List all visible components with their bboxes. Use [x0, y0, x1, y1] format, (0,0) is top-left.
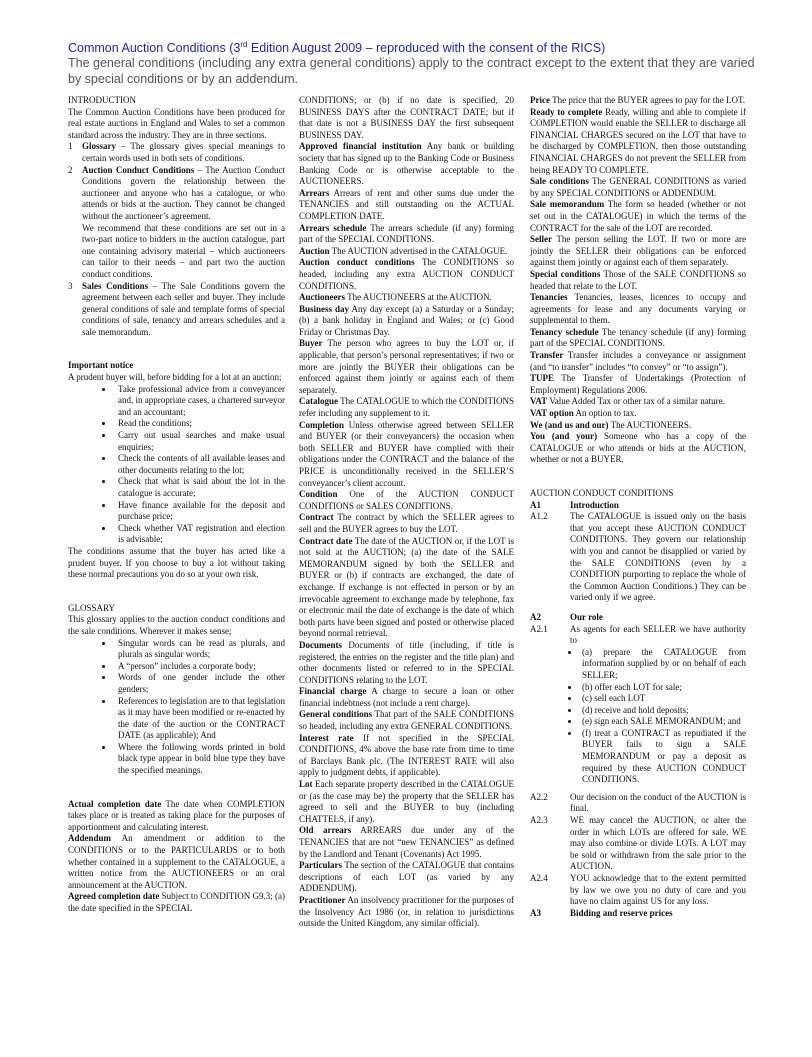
introduction-text: The Common Auction Conditions have been produced for real estate auctions in England and Wales to set a common standard across the industry. They are in three sections.	[68, 106, 285, 140]
list-item: • Check the contents of all available leases and other documents relating to the lot;	[114, 453, 285, 476]
definition: Arrears Arrears of rent and other sums due under the TENANCIES and still outstanding on the ACTUAL COMPLETION DATE.	[299, 187, 514, 221]
definition: Old arrears ARREARS due under any of the TENANCIES that are not “new TENANCIES” as defined by the Landlord and Tenant (Covenants) Act 1995.	[299, 825, 514, 859]
list-item: • (a) prepare the CATALOGUE from information supplied by or on behalf of each SELLER;	[580, 647, 746, 682]
definition: We (and us and our) The AUCTIONEERS.	[530, 419, 692, 430]
important-notice-heading: Important notice	[68, 360, 134, 371]
definition: Documents Documents of title (including, if title is registered, the entries on the register and the title plan) and other documents listed or referred to in the SPECIAL CONDITIONS relating to the LOT.	[299, 639, 514, 685]
definition: VAT Value Added Tax or other tax of a similar nature.	[530, 396, 725, 407]
document-title: Common Auction Conditions (3rd Edition August 2009 – reproduced with the consent of the RICS)	[68, 40, 606, 56]
list-item: • (e) sign each SALE MEMORANDUM; and	[580, 716, 746, 728]
list-item: • (f) treat a CONTRACT as repudiated if the BUYER fails to sign a SALE MEMORANDUM or pay a deposit as required by these AUCTION CONDUCT CONDITIONS.	[580, 728, 746, 786]
list-item: • (b) offer each LOT for sale;	[580, 682, 746, 694]
definition: Financial charge A charge to secure a loan or other financial indebtness (not include a rent charge).	[299, 686, 514, 708]
section-a2-1: A2.1 As agents for each SELLER we have authority to	[530, 623, 746, 646]
list-item: • (d) receive and hold deposits;	[580, 705, 746, 717]
definition: Auction The AUCTION advertised in the CATALOGUE.	[299, 245, 508, 256]
list-item: • (c) sell each LOT	[580, 693, 746, 705]
list-item: • A “person” includes a corporate body;	[114, 661, 285, 673]
section-a2-3: A2.3 WE may cancel the AUCTION, or alter the order in which LOTs are offered for sale. WE may also combine or divide LOTs. A LOT may be sold or withdrawn from the sale prior to the AUCTION.	[530, 815, 746, 872]
definition: Transfer Transfer includes a conveyance or assignment (and “to transfer” includes “to convey” or “to assign”).	[530, 350, 746, 372]
continued-text: CONDITIONS; or (b) if no date is specified, 20 BUSINESS DAYS after the CONTRACT DATE; but if that date is not a BUSINESS DAY the first subsequent BUSINESS DAY.	[299, 95, 514, 140]
section-a1-2: A1.2 The CATALOGUE is issued only on the basis that you accept these AUCTION CONDUCT CONDITIONS. They govern our relationship with you and cannot be disapplied or varied by the SALE CONDITIONS (even by a CONDITION purporting to replace the whole of the Common Auction Conditions.) They can be varied only if we agree.	[530, 511, 746, 603]
section-a3: A3 Bidding and reserve prices	[530, 907, 673, 918]
definition: Interest rate If not specified in the SPECIAL CONDITIONS, 4% above the base rate from time to time of Barclays Bank plc. (The INTEREST RATE will also apply to judgment debts, if applicable).	[299, 732, 515, 778]
list-item: • Carry out usual searches and make usual enquiries;	[114, 430, 285, 453]
definition: Price The price that the BUYER agrees to pay for the LOT.	[530, 95, 746, 105]
list-item: • Singular words can be read as plurals, and plurals as singular words;	[114, 638, 285, 661]
intro-item: 3 Sales Conditions – The Sale Conditions govern the agreement between each seller and buyer. They include general conditions of sale and template forms of special conditions of sale, tenancy and arrears schedules and a sale memorandum.	[68, 280, 285, 337]
list-item: • References to legislation are to that legislation as it may have been modified or re-enacted by the date of the auction or the CONTRACT DATE (as applicable); And	[114, 696, 285, 742]
definition: Addendum An amendment or addition to the CONDITIONS or to the PARTICULARDS or to both whether contained in a supplement to the CATALOGUE, a written notice from the AUCTIONEERS or an oral announcement at the AUCTION.	[68, 833, 285, 890]
definition: Agreed completion date Subject to CONDITION G9.3; (a) the date specified in the SPECIAL	[68, 891, 285, 913]
definition: Catalogue The CATALOGUE to which the CONDITIONS refer including any supplement to it.	[299, 396, 514, 419]
definition: Buyer The person who agrees to buy the LOT or, if applicable, that person’s personal representatives; if two or more are jointly the BUYER their obligations can be enforced against them jointly or against each of them separately.	[299, 338, 514, 395]
section-a2-2: A2.2 Our decision on the conduct of the AUCTION is final.	[530, 791, 746, 814]
section-a2: A2 Our role	[530, 611, 603, 622]
definition: Lot Each separate property described in the CATALOGUE or (as the case may be) the property that the SELLER has agreed to sell and the BUYER to buy (including CHATTELS, if any).	[299, 779, 514, 824]
section-a1: A1 Introduction	[530, 499, 619, 510]
list-item: • Where the following words printed in bold black type appear in bold blue type they have the specified meanings.	[114, 742, 285, 777]
definition: Practitioner An insolvency practitioner for the purposes of the Insolvency Act 1986 (or, in relation to jurisdictions outside the United Kingdom, any similar official).	[299, 894, 514, 929]
column-1	[68, 95, 285, 915]
intro-item: 1 Glossary – The glossary gives special meanings to certain words used in both sets of conditions.	[68, 141, 285, 163]
definition: Actual completion date The date when COMPLETION takes place or is treated as taking place for the purposes of apportionment and calculating interest.	[68, 798, 285, 832]
glossary-text: This glossary applies to the auction conduct conditions and the sale conditions. Wherever it makes sense;	[68, 614, 285, 636]
list-item: • Words of one gender include the other genders;	[114, 672, 285, 695]
list-item: • Check whether VAT registration and election is advisable;	[114, 523, 285, 546]
notice-bullet-list	[68, 384, 285, 546]
definition: Seller The person selling the LOT. If two or more are jointly the SELLER their obligations can be enforced against them jointly or against each of them separately.	[530, 234, 746, 268]
definition: Condition One of the AUCTION CONDUCT CONDITIONS or SALES CONDITIONS.	[299, 489, 514, 511]
recommendation-text: We recommend that these conditions are set out in a two-part notice to bidders in the auction catalogue, part one containing advisory material – which auctioneers can tailor to their needs – and part two the auction conduct conditions.	[82, 222, 285, 279]
auction-conduct-heading: AUCTION CONDUCT CONDITIONS	[530, 488, 674, 498]
notice-conclusion: The conditions assume that the buyer has acted like a prudent buyer. If you choose to buy a lot without taking these normal precautions you do so at your own risk.	[68, 545, 285, 580]
definition: Auctioneers The AUCTIONEERS at the AUCTION.	[299, 292, 492, 303]
introduction-heading: INTRODUCTION	[68, 95, 136, 105]
definition: VAT option An option to tax.	[530, 408, 637, 419]
definition: Special conditions Those of the SALE CONDITIONS so headed that relate to the LOT.	[530, 268, 747, 291]
definition: Business day Any day except (a) a Saturday or a Sunday; (b) a bank holiday in England and Wales; or (c) Good Friday or Christmas Day.	[299, 303, 514, 337]
document-header	[68, 37, 768, 87]
definition: Completion Unless otherwise agreed between SELLER and BUYER (or their conveyancers) the occasion when both SELLER and BUYER have complied with their obligations under the CONTRACT and the balance of the PRICE is unconditionally received in the SELLER’S conveyancer’s client account.	[299, 419, 514, 488]
list-item: • Read the conditions;	[114, 418, 285, 430]
definition: Approved financial institution Any bank or building society that has signed up to the Banking Code or Business Banking Code or is otherwise acceptable to the AUCTIONEERS.	[299, 141, 515, 187]
section-a2-4: A2.4 YOU acknowledge that to the extent permitted by law we owe you no duty of care and you have no claim against US for any loss.	[530, 873, 746, 907]
document-subtitle: The general conditions (including any extra general conditions) apply to the contract except to the extent that they are varied by special conditions or by an addendum.	[68, 56, 755, 86]
glossary-heading: GLOSSARY	[68, 602, 116, 613]
definition: Contract date The date of the AUCTION or, if the LOT is not sold at the AUCTION; (a) the date of the SALE MEMORANDUM signed by both the SELLER and BUYER or (b) if contracts are exchanged, the date of exchange. If exchange is not effected in person or by an irrevocable agreement to exchange made by telephone, fax or electronic mail the date of exchange is the date of which both parts have been signed and posted or otherwise placed beyond normal retrieval.	[299, 535, 514, 639]
definition: You (and your) Someone who has a copy of the CATALOGUE or who attends or bids at the AUCTION, whether or not a BUYER.	[530, 431, 746, 465]
definition: Sale conditions The GENERAL CONDITIONS as varied by any SPECIAL CONDITIONS or ADDENDUM.	[530, 176, 746, 198]
definition: Particulars The section of the CATALOGUE that contains descriptions of each LOT (as varied by any ADDENDUM).	[299, 860, 514, 894]
column-3	[530, 95, 746, 919]
definition: Auction conduct conditions The CONDITIONS so headed, including any extra AUCTION CONDUCT CONDITIONS.	[299, 257, 514, 291]
important-notice-text: A prudent buyer will, before bidding for a lot at an auction;	[68, 372, 282, 383]
intro-item: 2 Auction Conduct Conditions – The Auction Conduct Conditions govern the relationship between the auctioneer and anyone who has a catalogue, or who attends or bids at the auction. They cannot be changed without the auctioneer’s agreement.	[68, 164, 286, 221]
list-item: • Check that what is said about the lot in the catalogue is accurate;	[114, 476, 285, 499]
definition: Tenancies Tenancies, leases, licences to occupy and agreements for lease and any documents varying or supplemental to them.	[530, 292, 746, 326]
definition: Contract The contract by which the SELLER agrees to sell and the BUYER agrees to buy the LOT.	[299, 512, 514, 534]
definition: Sale memorandum The form so headed (whether or not set out in the CATALOGUE) in which the terms of the CONTRACT for the sale of the LOT are recorded.	[530, 199, 747, 233]
definition: General conditions That part of the SALE CONDITIONS so headed, including any extra GENERAL CONDITIONS.	[299, 709, 514, 732]
definition: TUPE The Transfer of Undertakings (Protection of Employment) Regulations 2006.	[530, 373, 746, 395]
role-bullet-list	[530, 647, 746, 786]
column-2	[299, 95, 514, 930]
glossary-bullet-list	[68, 638, 285, 777]
definition: Tenancy schedule The tenancy schedule (if any) forming part of the SPECIAL CONDITIONS.	[530, 326, 746, 349]
list-item: • Have finance available for the deposit and purchase price;	[114, 500, 285, 523]
definition: Arrears schedule The arrears schedule (if any) forming part of the SPECIAL CONDITIONS.	[299, 222, 515, 245]
definition: Ready to complete Ready, willing and able to complete if COMPLETION would enable the SELLER to discharge all FINANCIAL CHARGES secured on the LOT that have to be discharged by COMPLETION, then those outstanding FINANCIAL CHARGES do not prevent the SELLER from being READY TO COMPLETE.	[530, 106, 746, 175]
list-item: • Take professional advice from a conveyancer and, in appropriate cases, a chartered surveyor and an accountant;	[114, 384, 285, 419]
